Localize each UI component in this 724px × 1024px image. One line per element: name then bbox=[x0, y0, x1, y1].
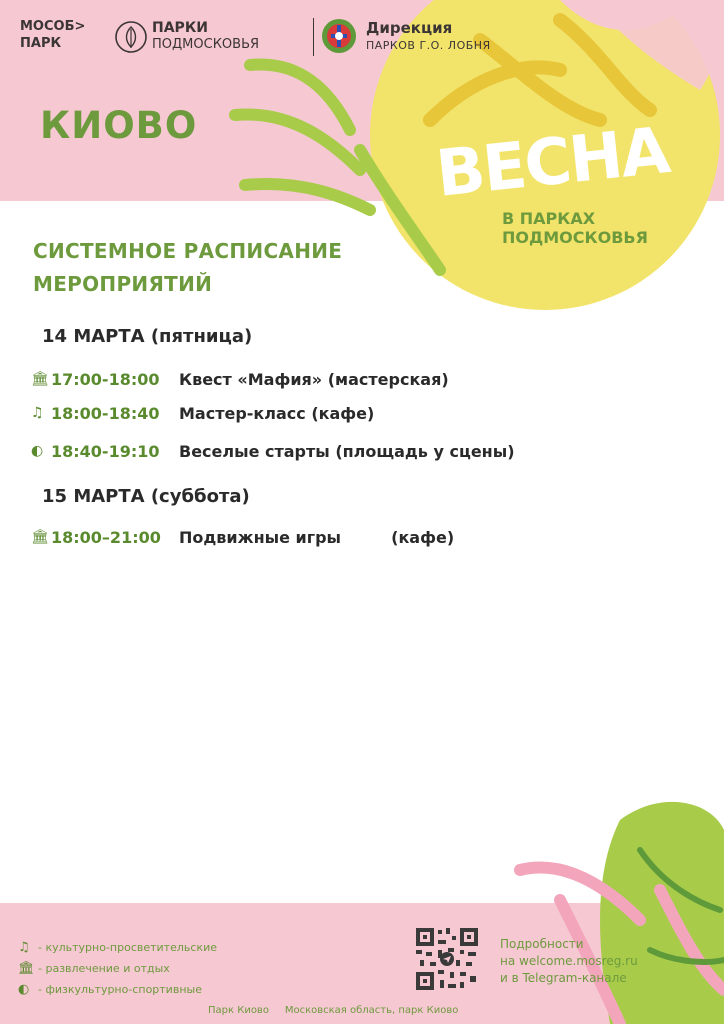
day-title: 15 МАРТА (суббота) bbox=[42, 486, 250, 507]
lobnya-emblem-icon bbox=[320, 17, 358, 55]
schedule-row bbox=[31, 368, 449, 390]
vesna-subtitle-line2: ПОДМОСКОВЬЯ bbox=[502, 228, 648, 247]
ball-icon: ◐ bbox=[18, 982, 30, 997]
event-title: Квест «Мафия» (мастерская) bbox=[179, 369, 449, 389]
vesna-subtitle bbox=[502, 209, 648, 247]
event-time: 18:40-19:10 bbox=[51, 441, 160, 461]
museum-icon: 🏛 bbox=[31, 529, 49, 545]
vesna-subtitle-line1: В ПАРКАХ bbox=[502, 209, 596, 228]
music-note-icon: ♫ bbox=[31, 405, 44, 421]
ball-icon: ◐ bbox=[31, 443, 44, 459]
parki-podmoskovya-logo bbox=[152, 20, 259, 53]
details-line1: Подробности bbox=[500, 937, 584, 951]
vesna-title: ВЕСНА bbox=[432, 114, 672, 212]
direktsiya-logo bbox=[366, 20, 491, 54]
park-name: КИОВО bbox=[40, 104, 198, 147]
legend-item bbox=[18, 937, 217, 958]
direktsiya-logo-line2: ПАРКОВ Г.О. ЛОБНЯ bbox=[366, 39, 491, 52]
icon-legend bbox=[18, 937, 217, 1000]
details-line2: на welcome.mosreg.ru bbox=[500, 954, 638, 968]
museum-icon: 🏛 bbox=[18, 961, 35, 976]
schedule-row bbox=[31, 440, 515, 462]
event-title: Подвижные игры (кафе) bbox=[179, 527, 455, 547]
legend-item bbox=[18, 979, 217, 1000]
mosobl-logo-line2: ПАРК bbox=[20, 36, 62, 51]
details-line3: и в Telegram-канале bbox=[500, 971, 627, 985]
parki-logo-line2: ПОДМОСКОВЬЯ bbox=[152, 37, 260, 52]
footer-address: Парк Киово Московская область, парк Киово bbox=[208, 1005, 459, 1016]
schedule-heading bbox=[33, 235, 342, 301]
music-note-icon: ♫ bbox=[18, 940, 30, 955]
event-time: 17:00-18:00 bbox=[51, 369, 160, 389]
legend-label: - физкультурно-спортивные bbox=[38, 983, 202, 996]
mosobl-logo-line1: МОСОБ> bbox=[20, 19, 86, 34]
direktsiya-logo-line1: Дирекция bbox=[366, 19, 453, 37]
leaf-logo-icon bbox=[114, 20, 148, 54]
event-time: 18:00-18:40 bbox=[51, 403, 160, 423]
mosobl-park-logo bbox=[20, 18, 85, 52]
schedule-heading-line1: СИСТЕМНОЕ РАСПИСАНИЕ bbox=[33, 239, 343, 263]
parki-logo-line1: ПАРКИ bbox=[152, 20, 208, 36]
schedule-row bbox=[31, 526, 454, 548]
museum-icon: 🏛 bbox=[31, 371, 49, 387]
day-title: 14 МАРТА (пятница) bbox=[42, 326, 253, 347]
qr-code-icon bbox=[414, 926, 480, 992]
event-title: Мастер-класс (кафе) bbox=[179, 403, 375, 423]
event-time: 18:00–21:00 bbox=[51, 527, 161, 547]
schedule-heading-line2: МЕРОПРИЯТИЙ bbox=[33, 272, 213, 296]
logo-divider bbox=[313, 18, 314, 56]
schedule-row bbox=[31, 402, 374, 424]
event-title: Веселые старты (площадь у сцены) bbox=[179, 441, 515, 461]
legend-label: - развлечение и отдых bbox=[38, 962, 170, 975]
legend-label: - культурно-просветительские bbox=[38, 941, 217, 954]
details-text bbox=[500, 936, 638, 987]
legend-item bbox=[18, 958, 217, 979]
